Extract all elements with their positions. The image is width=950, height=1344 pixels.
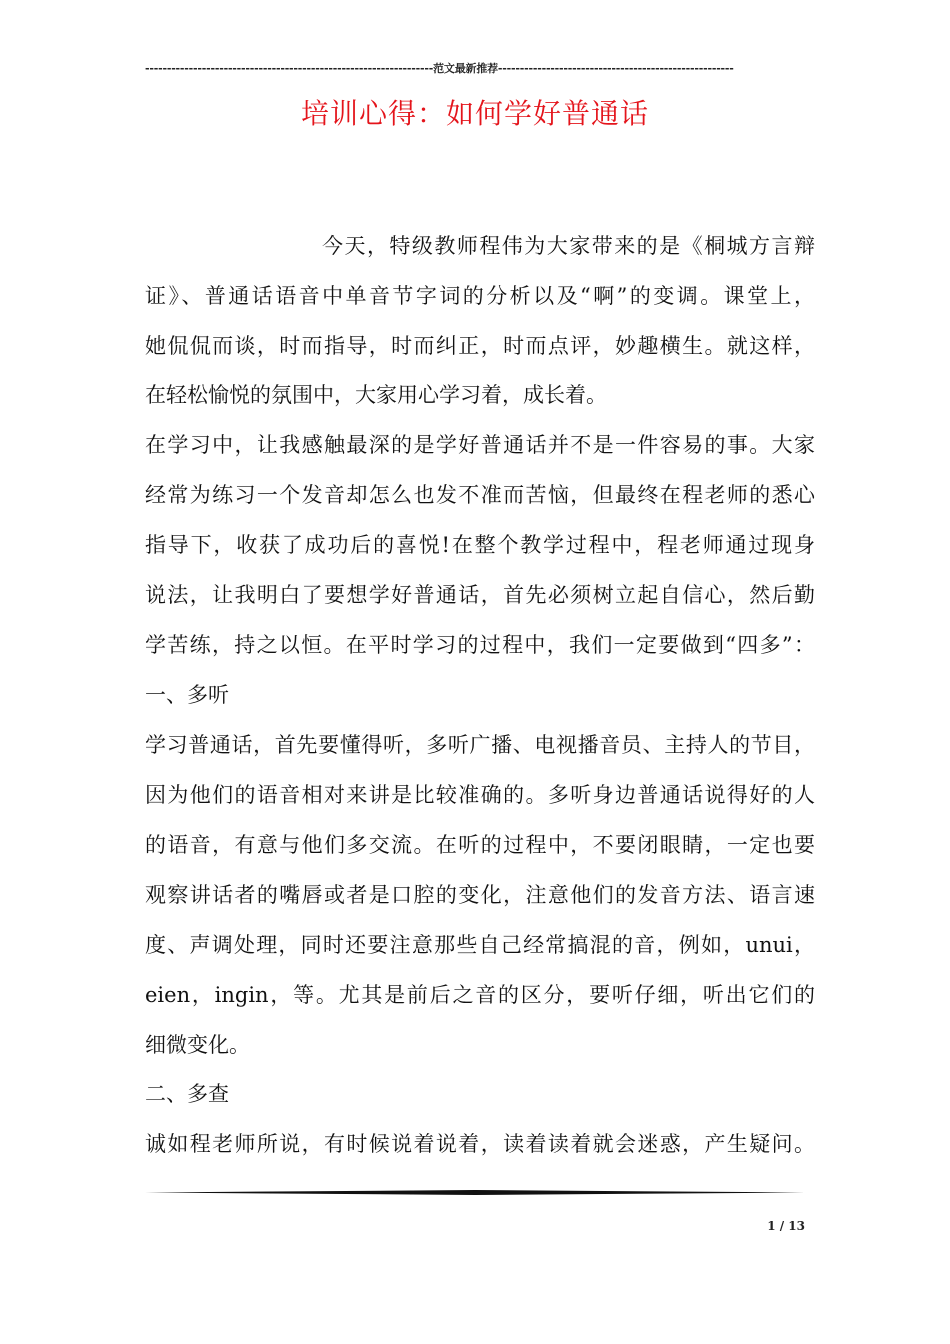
body-line-6: 经常为练习一个发音却怎么也发不准而苦恼，但最终在程老师的悉心	[145, 483, 815, 507]
section-heading-listen: 一、多听	[145, 683, 229, 707]
body-line-19: 诚如程老师所说，有时候说着说着，读着读着就会迷惑，产生疑问。	[145, 1132, 815, 1156]
body-line-7: 指导下，收获了成功后的喜悦!在整个教学过程中，程老师通过现身	[145, 533, 815, 557]
body-line-13: 的语音，有意与他们多交流。在听的过程中，不要闭眼睛，一定也要	[145, 833, 815, 857]
body-line-15: 度、声调处理，同时还要注意那些自己经常搞混的音，例如，unui，	[145, 933, 815, 957]
header-banner: ------------------------------------------------------------------范文最新推荐------------------------------------------------------	[145, 62, 734, 75]
body-line-8: 说法，让我明白了要想学好普通话，首先必须树立起自信心，然后勤	[145, 583, 815, 607]
body-line-9: 学苦练，持之以恒。在平时学习的过程中，我们一定要做到“四多”：	[145, 633, 815, 657]
body-line-17: 细微变化。	[145, 1033, 250, 1057]
body-line-2: 证》、普通话语音中单音节字词的分析以及“啊”的变调。课堂上，	[145, 284, 815, 308]
body-line-4: 在轻松愉悦的氛围中，大家用心学习着，成长着。	[145, 383, 607, 407]
body-line-16: eien，ingin，等。尤其是前后之音的区分，要听仔细，听出它们的	[145, 983, 815, 1007]
body-line-11: 学习普通话，首先要懂得听，多听广播、电视播音员、主持人的节目，	[145, 733, 815, 757]
body-line-1: 今天，特级教师程伟为大家带来的是《桐城方言辩	[322, 234, 815, 258]
body-line-5: 在学习中，让我感触最深的是学好普通话并不是一件容易的事。大家	[145, 433, 815, 457]
section-heading-check: 二、多查	[145, 1082, 229, 1106]
page-number: 1 / 13	[767, 1219, 805, 1233]
body-line-14: 观察讲话者的嘴唇或者是口腔的变化，注意他们的发音方法、语言速	[145, 883, 815, 907]
body-line-3: 她侃侃而谈，时而指导，时而纠正，时而点评，妙趣横生。就这样，	[145, 334, 815, 358]
footer-rule	[145, 1190, 805, 1195]
body-line-12: 因为他们的语音相对来讲是比较准确的。多听身边普通话说得好的人	[145, 783, 815, 807]
document-title: 培训心得：如何学好普通话	[300, 97, 649, 130]
